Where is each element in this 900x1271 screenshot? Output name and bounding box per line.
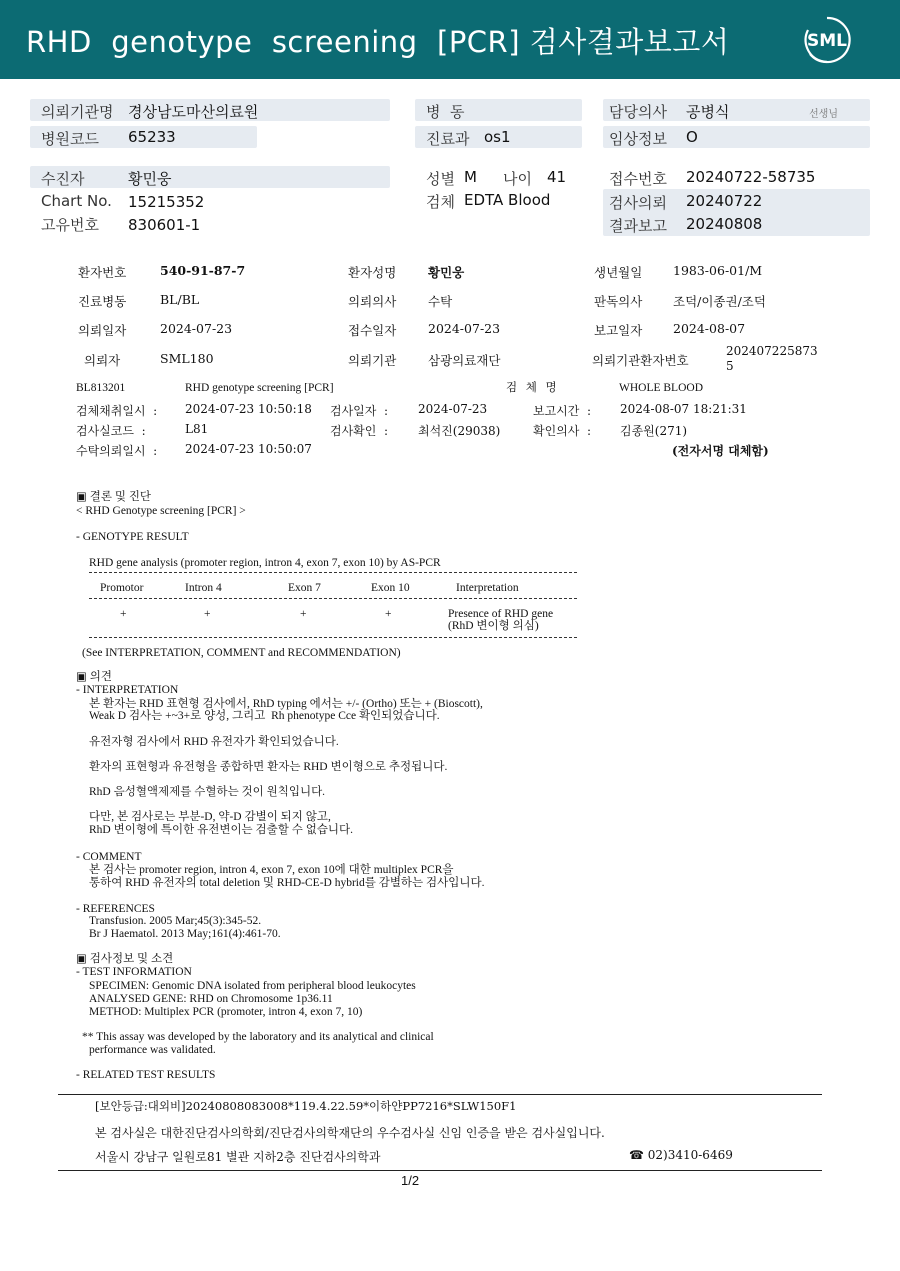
testdate-value: 2024-07-23 (418, 402, 488, 416)
grid-value: 5 (726, 359, 734, 373)
lab-label: 검사실코드 : (76, 424, 146, 438)
grid-value: 삼광의료재단 (428, 353, 501, 368)
request-value: 20240722 (686, 192, 763, 210)
interpretation-cell: Presence of RHD gene (448, 608, 554, 620)
table-cell: + (300, 608, 307, 620)
interpretation-text: 본 환자는 RHD 표현형 검사에서, RhD typing 에서는 +/- (Ortho) 또는 + (Bioscott), (89, 698, 483, 710)
section-conclusion-subtitle: < RHD Genotype screening [PCR] > (76, 505, 246, 517)
grid-label: 진료병동 (78, 294, 127, 309)
grid-value: SML180 (160, 351, 214, 366)
report-header-bar (0, 0, 900, 79)
page-number: 1/2 (401, 1173, 420, 1188)
specimen-label: 검체 (426, 193, 455, 211)
grid-label: 환자성명 (348, 265, 397, 280)
phone-number: ☎ 02)3410-6469 (629, 1148, 733, 1162)
table-header: Exon 10 (371, 582, 410, 594)
comment-text: 통하여 RHD 유전자의 total deletion 및 RHD-CE-D hybrid를 감별하는 검사입니다. (89, 877, 485, 889)
related-results-heading: - RELATED TEST RESULTS (76, 1069, 216, 1081)
comment-heading: - COMMENT (76, 851, 142, 863)
hospital-code-value: 65233 (128, 128, 176, 146)
table-cell: + (204, 608, 211, 620)
sex-label: 성별 (426, 170, 455, 188)
report-title: RHD genotype screening [PCR] 검사결과보고서 (26, 25, 730, 59)
unique-label: 고유번호 (41, 216, 99, 234)
reporttime-label: 보고시간 : (533, 404, 592, 418)
report-date-value: 20240808 (686, 215, 763, 233)
interpretation-heading: - INTERPRETATION (76, 684, 179, 696)
chart-label: Chart No. (41, 192, 112, 210)
grid-label: 의뢰기관환자번호 (592, 353, 689, 368)
grid-label: 접수일자 (348, 323, 397, 338)
table-rule (89, 572, 577, 573)
ward-label: 병 동 (426, 103, 465, 121)
request-label: 검사의뢰 (609, 194, 667, 212)
grid-value: 수탁 (428, 294, 453, 309)
dept-label: 진료과 (426, 130, 470, 148)
interpretation-text: Weak D 검사는 +~3+로 양성, 그리고 Rh phenotype Cce 확인되었습니다. (89, 710, 440, 722)
consign-label: 수탁의뢰일시 : (76, 444, 158, 458)
table-header: Interpretation (456, 582, 519, 594)
table-header: Intron 4 (185, 582, 222, 594)
testinfo-line: METHOD: Multiplex PCR (promoter, intron 4, exon 7, 10) (89, 1006, 363, 1018)
genotype-heading: - GENOTYPE RESULT (76, 531, 189, 543)
confirm-label: 검사확인 : (330, 424, 389, 438)
testinfo-line: ANALYSED GENE: RHD on Chromosome 1p36.11 (89, 993, 333, 1005)
grid-value: 조덕/이종권/조덕 (673, 294, 766, 309)
testdate-label: 검사일자 : (330, 404, 389, 418)
interpretation-text: RhD 음성혈액제제를 수혈하는 것이 원칙입니다. (89, 786, 326, 798)
institution-label: 의뢰기관명 (41, 103, 114, 121)
assay-note: ** This assay was developed by the laboratory and its analytical and clinical (82, 1031, 434, 1043)
references-heading: - REFERENCES (76, 903, 155, 915)
specimen-name-value: WHOLE BLOOD (619, 382, 703, 394)
grid-label: 환자번호 (78, 265, 127, 280)
physician-label: 확인의사 : (533, 424, 592, 438)
grid-label: 판독의사 (594, 294, 643, 309)
grid-value: 황민웅 (428, 265, 465, 280)
table-header: Promotor (100, 582, 144, 594)
grid-label: 보고일자 (594, 323, 643, 338)
sml-logo-icon (796, 14, 858, 66)
confirm-value: 최석진(29038) (418, 424, 501, 438)
reporttime-value: 2024-08-07 18:21:31 (620, 402, 747, 416)
section-testinfo-title: ▣ 검사정보 및 소견 (76, 953, 174, 965)
reception-label: 접수번호 (609, 170, 667, 188)
grid-value: 202407225873 (726, 344, 818, 358)
grid-value: 2024-07-23 (160, 321, 233, 336)
comment-text: 본 검사는 promoter region, intron 4, exon 7, exon 10에 대한 multiplex PCR을 (89, 864, 454, 876)
lab-value: L81 (185, 422, 209, 436)
assay-note: performance was validated. (89, 1044, 216, 1056)
physician-value: 김종원(271) (620, 424, 688, 438)
analysis-line: RHD gene analysis (promoter region, intron 4, exon 7, exon 10) by AS-PCR (89, 557, 441, 569)
security-line: [보안등급:대외비]20240808083008*119.4.22.59*이하얀PP7216*SLW150F1 (95, 1099, 517, 1113)
grid-label: 의뢰자 (84, 353, 121, 368)
interpretation-text: 다만, 본 검사로는 부분-D, 약-D 감별이 되지 않고, (89, 811, 331, 823)
test-name: RHD genotype screening [PCR] (185, 382, 334, 394)
grid-value: BL/BL (160, 292, 200, 307)
doctor-value: 공병식 (686, 103, 730, 121)
table-rule (89, 598, 577, 599)
esign-note: (전자서명 대체함) (672, 444, 769, 458)
interpretation-text: RhD 변이형에 특이한 유전변이는 검출할 수 없습니다. (89, 824, 354, 836)
dept-value: os1 (484, 128, 511, 146)
table-cell: + (385, 608, 392, 620)
grid-value: 2024-07-23 (428, 321, 501, 336)
doctor-label: 담당의사 (609, 103, 667, 121)
test-code: BL813201 (76, 382, 126, 394)
svg-text:SML: SML (807, 31, 847, 51)
grid-label: 생년월일 (594, 265, 643, 280)
doctor-suffix: 선생님 (809, 109, 838, 120)
clinical-label: 임상정보 (609, 130, 667, 148)
collect-label: 검체채취일시 : (76, 404, 158, 418)
footer-divider (58, 1170, 822, 1171)
see-line: (See INTERPRETATION, COMMENT and RECOMMENDATION) (82, 647, 401, 659)
testinfo-line: SPECIMEN: Genomic DNA isolated from peripheral blood leukocytes (89, 980, 416, 992)
testinfo-heading: - TEST INFORMATION (76, 966, 192, 978)
interpretation-cell: (RhD 변이형 의심) (448, 620, 539, 632)
grid-value: 540-91-87-7 (160, 263, 246, 278)
grid-label: 의뢰일자 (78, 323, 127, 338)
grid-label: 의뢰의사 (348, 294, 397, 309)
grid-value: 1983-06-01/M (673, 263, 763, 278)
consign-value: 2024-07-23 10:50:07 (185, 442, 312, 456)
collect-value: 2024-07-23 10:50:18 (185, 402, 312, 416)
patient-label: 수진자 (41, 170, 85, 188)
hospital-code-label: 병원코드 (41, 130, 99, 148)
reference-item: Transfusion. 2005 Mar;45(3):345-52. (89, 915, 262, 927)
specimen-name-label: 검 체 명 (506, 382, 557, 394)
sex-value: M (464, 168, 477, 186)
table-header: Exon 7 (288, 582, 321, 594)
specimen-value: EDTA Blood (464, 191, 551, 209)
age-value: 41 (547, 168, 567, 186)
report-date-label: 결과보고 (609, 217, 667, 235)
section-conclusion-title: ▣ 결론 및 진단 (76, 491, 152, 503)
certification-line: 본 검사실은 대한진단검사의학회/진단검사의학재단의 우수검사실 신임 인증을 받은 검사실입니다. (95, 1126, 605, 1140)
patient-value: 황민웅 (128, 170, 172, 188)
grid-label: 의뢰기관 (348, 353, 397, 368)
address-line: 서울시 강남구 일원로81 별관 지하2층 진단검사의학과 (95, 1150, 381, 1164)
footer-divider (58, 1094, 822, 1095)
section-opinion-title: ▣ 의견 (76, 671, 112, 683)
table-cell: + (120, 608, 127, 620)
clinical-value: O (686, 128, 698, 146)
grid-value: 2024-08-07 (673, 321, 746, 336)
institution-value: 경상남도마산의료원 (128, 103, 259, 121)
reception-value: 20240722-58735 (686, 168, 816, 186)
age-label: 나이 (503, 170, 532, 188)
chart-value: 15215352 (128, 193, 205, 211)
reference-item: Br J Haematol. 2013 May;161(4):461-70. (89, 928, 281, 940)
interpretation-text: 환자의 표현형과 유전형을 종합하면 환자는 RHD 변이형으로 추정됩니다. (89, 761, 448, 773)
interpretation-text: 유전자형 검사에서 RHD 유전자가 확인되었습니다. (89, 736, 339, 748)
table-rule (89, 637, 577, 638)
unique-value: 830601-1 (128, 216, 201, 234)
